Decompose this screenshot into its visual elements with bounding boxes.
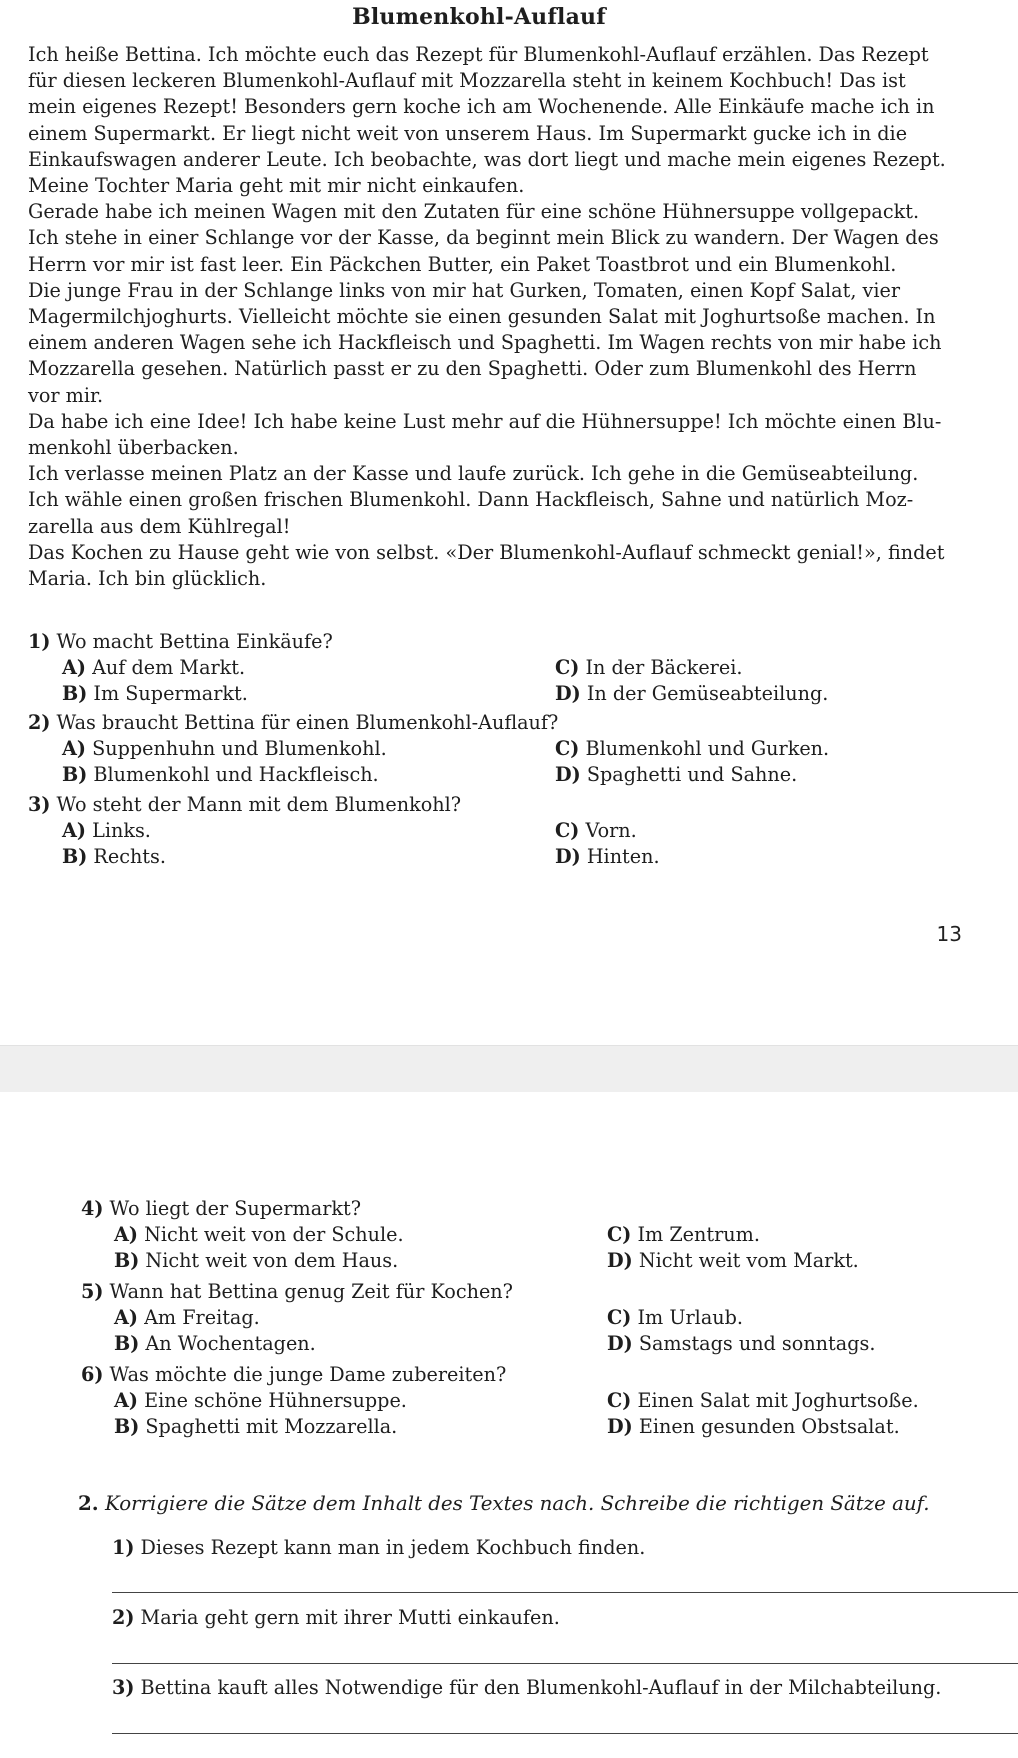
statement-3	[112, 1676, 941, 1699]
option-letter: B)	[62, 682, 88, 705]
option-letter: D)	[555, 682, 581, 705]
story-line: Gerade habe ich meinen Wagen mit den Zutaten für eine schöne Hühnersuppe vollgepackt.	[28, 200, 920, 224]
option-letter: B)	[114, 1249, 140, 1272]
option-letter: D)	[607, 1249, 633, 1272]
option-letter: C)	[607, 1223, 632, 1246]
statement-number: 3)	[112, 1676, 135, 1699]
statement-number: 2)	[112, 1606, 135, 1629]
story-line: Maria. Ich bin glücklich.	[28, 567, 267, 591]
question-2	[28, 711, 558, 734]
option-text: Auf dem Markt.	[92, 656, 246, 679]
answer-line-1[interactable]	[112, 1592, 1018, 1593]
option-letter: D)	[555, 763, 581, 786]
option-letter: D)	[607, 1332, 633, 1355]
question-1	[28, 630, 333, 653]
option-letter: C)	[555, 656, 580, 679]
statement-text: Maria geht gern mit ihrer Mutti einkaufen.	[140, 1606, 560, 1629]
option-text: Links.	[92, 819, 151, 842]
option-letter: C)	[555, 819, 580, 842]
option-text: Im Zentrum.	[637, 1223, 760, 1246]
option-c	[607, 1306, 743, 1329]
option-text: Blumenkohl und Gurken.	[585, 737, 830, 760]
option-letter: A)	[114, 1223, 138, 1246]
option-letter: A)	[62, 737, 86, 760]
option-c	[555, 819, 637, 842]
story-line: mein eigenes Rezept! Besonders gern koche ich am Wochenende. Alle Einkäufe mache ich in	[28, 95, 935, 119]
option-text: Nicht weit von dem Haus.	[145, 1249, 399, 1272]
page-number: 13	[936, 922, 962, 946]
option-b	[62, 845, 166, 868]
question-text: Was braucht Bettina für einen Blumenkohl-Auflauf?	[56, 711, 559, 734]
story-line: Die junge Frau in der Schlange links von mir hat Gurken, Tomaten, einen Kopf Salat, vier	[28, 278, 901, 302]
question-4	[81, 1197, 361, 1220]
statement-number: 1)	[112, 1536, 135, 1559]
option-text: Im Supermarkt.	[93, 682, 248, 705]
story-line: Einkaufswagen anderer Leute. Ich beobachte, was dort liegt und mache mein eigenes Rezept.	[28, 147, 946, 171]
statement-text: Dieses Rezept kann man in jedem Kochbuch finden.	[140, 1536, 646, 1559]
option-a	[62, 656, 245, 679]
option-text: Samstags und sonntags.	[638, 1332, 876, 1355]
option-text: In der Bäckerei.	[585, 656, 743, 679]
statement-text: Bettina kauft alles Notwendige für den Blumenkohl-Auflauf in der Milchabteilung.	[140, 1676, 942, 1699]
story-line: Herrn vor mir ist fast leer. Ein Päckchen Butter, ein Paket Toastbrot und ein Blumenkohl.	[28, 252, 897, 276]
question-number: 3)	[28, 793, 51, 816]
option-a	[62, 819, 151, 842]
question-text: Was möchte die junge Dame zubereiten?	[109, 1363, 507, 1386]
option-d	[607, 1332, 875, 1355]
option-text: Im Urlaub.	[637, 1306, 743, 1329]
option-text: Rechts.	[93, 845, 166, 868]
story-line: Meine Tochter Maria geht mit mir nicht einkaufen.	[28, 174, 525, 198]
option-text: Am Freitag.	[144, 1306, 260, 1329]
option-letter: A)	[62, 819, 86, 842]
option-b	[114, 1415, 397, 1438]
option-letter: B)	[114, 1332, 140, 1355]
option-b	[62, 682, 248, 705]
option-a	[114, 1389, 407, 1412]
option-text: In der Gemüseabteilung.	[586, 682, 829, 705]
story-line: Ich verlasse meinen Platz an der Kasse und laufe zurück. Ich gehe in die Gemüseabteilung.	[28, 462, 919, 486]
option-text: Blumenkohl und Hackfleisch.	[93, 763, 379, 786]
option-letter: A)	[114, 1389, 138, 1412]
task-number: 2.	[78, 1491, 99, 1515]
question-3	[28, 793, 461, 816]
story-line: Mozzarella gesehen. Natürlich passt er zu den Spaghetti. Oder zum Blumenkohl des Herrn	[28, 357, 917, 381]
story-text	[28, 42, 966, 592]
question-text: Wo steht der Mann mit dem Blumenkohl?	[56, 793, 462, 816]
task-2-instruction	[78, 1491, 930, 1515]
question-5	[81, 1280, 513, 1303]
option-text: Eine schöne Hühnersuppe.	[144, 1389, 407, 1412]
option-text: Spaghetti mit Mozzarella.	[145, 1415, 398, 1438]
task-instruction-text: Korrigiere die Sätze dem Inhalt des Textes nach. Schreibe die richtigen Sätze auf.	[104, 1492, 930, 1515]
story-line: Ich wähle einen großen frischen Blumenkohl. Dann Hackfleisch, Sahne und natürlich Moz-	[28, 488, 914, 512]
option-text: Spaghetti und Sahne.	[586, 763, 798, 786]
story-title: Blumenkohl-Auflauf	[352, 4, 606, 30]
option-letter: C)	[607, 1306, 632, 1329]
option-d	[555, 845, 660, 868]
story-line: menkohl überbacken.	[28, 436, 239, 460]
option-c	[607, 1389, 919, 1412]
option-c	[607, 1223, 760, 1246]
option-b	[62, 763, 379, 786]
question-number: 2)	[28, 711, 51, 734]
answer-line-2[interactable]	[112, 1663, 1018, 1664]
option-letter: B)	[114, 1415, 140, 1438]
story-line: vor mir.	[28, 383, 104, 407]
story-line: zarella aus dem Kühlregal!	[28, 514, 291, 538]
option-text: Hinten.	[586, 845, 660, 868]
option-d	[555, 682, 828, 705]
statement-1	[112, 1536, 645, 1559]
story-line: Ich heiße Bettina. Ich möchte euch das Rezept für Blumenkohl-Auflauf erzählen. Das Rezept	[28, 43, 929, 66]
story-line: Da habe ich eine Idee! Ich habe keine Lust mehr auf die Hühnersuppe! Ich möchte einen Blu-	[28, 409, 942, 433]
story-line: einem anderen Wagen sehe ich Hackfleisch und Spaghetti. Im Wagen rechts von mir habe ich	[28, 331, 942, 355]
option-letter: D)	[607, 1415, 633, 1438]
story-line: Magermilchjoghurts. Vielleicht möchte sie einen gesunden Salat mit Joghurtsoße machen. In	[28, 305, 936, 329]
option-letter: A)	[62, 656, 86, 679]
option-c	[555, 656, 742, 679]
option-c	[555, 737, 829, 760]
option-letter: A)	[114, 1306, 138, 1329]
option-d	[607, 1415, 900, 1438]
option-letter: B)	[62, 763, 88, 786]
option-a	[114, 1223, 404, 1246]
option-d	[555, 763, 797, 786]
question-number: 1)	[28, 630, 51, 653]
question-text: Wo macht Bettina Einkäufe?	[56, 630, 333, 653]
question-number: 4)	[81, 1197, 104, 1220]
option-letter: D)	[555, 845, 581, 868]
story-line: Ich stehe in einer Schlange vor der Kasse, da beginnt mein Blick zu wandern. Der Wagen des	[28, 226, 939, 250]
question-6	[81, 1363, 506, 1386]
option-text: Vorn.	[585, 819, 637, 842]
option-letter: C)	[607, 1389, 632, 1412]
question-text: Wo liegt der Supermarkt?	[109, 1197, 361, 1220]
option-b	[114, 1332, 316, 1355]
option-letter: B)	[62, 845, 88, 868]
option-d	[607, 1249, 859, 1272]
answer-line-3[interactable]	[112, 1733, 1018, 1734]
option-a	[114, 1306, 260, 1329]
question-number: 6)	[81, 1363, 104, 1386]
page-separator	[0, 1045, 1018, 1093]
story-line: Das Kochen zu Hause geht wie von selbst. «Der Blumenkohl-Auflauf schmeckt genial!», findet	[28, 540, 945, 564]
option-a	[62, 737, 387, 760]
option-letter: C)	[555, 737, 580, 760]
option-text: Nicht weit von der Schule.	[144, 1223, 404, 1246]
question-text: Wann hat Bettina genug Zeit für Kochen?	[109, 1280, 513, 1303]
question-number: 5)	[81, 1280, 104, 1303]
statement-2	[112, 1606, 560, 1629]
option-text: Suppenhuhn und Blumenkohl.	[92, 737, 387, 760]
story-line: einem Supermarkt. Er liegt nicht weit von unserem Haus. Im Supermarkt gucke ich in die	[28, 121, 908, 145]
option-b	[114, 1249, 398, 1272]
option-text: Nicht weit vom Markt.	[638, 1249, 859, 1272]
option-text: Einen Salat mit Joghurtsoße.	[637, 1389, 919, 1412]
story-line: für diesen leckeren Blumenkohl-Auflauf mit Mozzarella steht in keinem Kochbuch! Das ist	[28, 69, 906, 93]
option-text: An Wochentagen.	[145, 1332, 316, 1355]
option-text: Einen gesunden Obstsalat.	[638, 1415, 900, 1438]
